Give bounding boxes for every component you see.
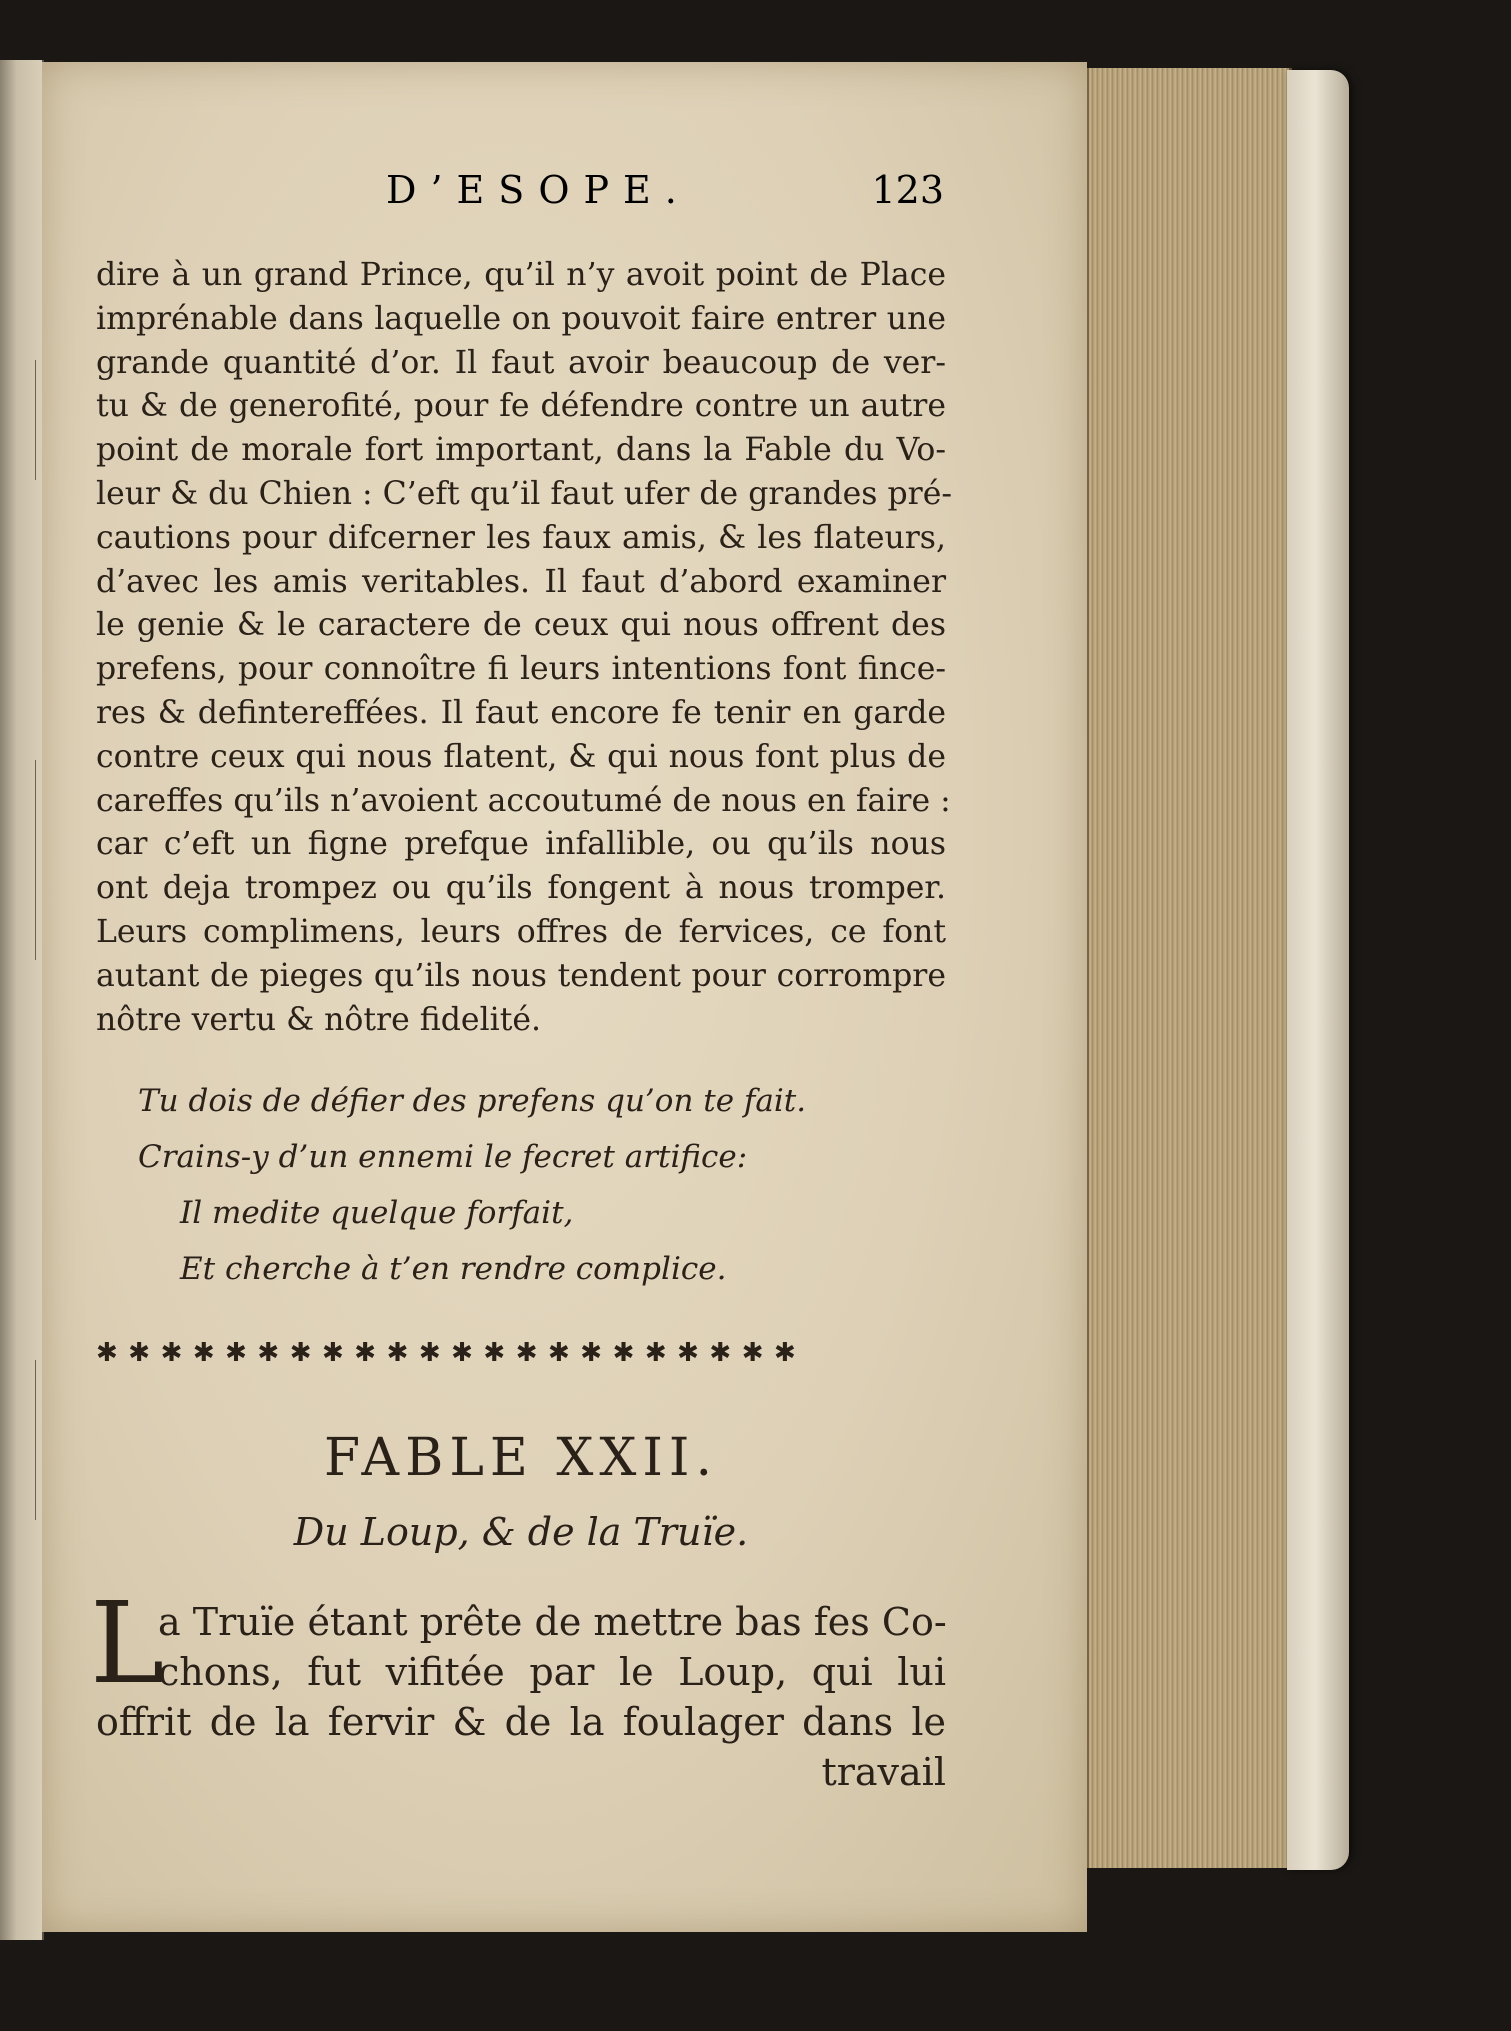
page-number: 123 [871,168,944,212]
page-crease [35,1360,36,1520]
text-line: dire à un grand Prince, qu’il n’y avoit point de Place [96,257,946,293]
running-title: D’ESOPE. [386,168,691,212]
text-line: Leurs complimens, leurs offres de fervices, ce font [96,913,946,950]
text-line: leur & du Chien : C’eft qu’il faut ufer de grandes pré- [96,475,952,512]
verse-line: Crains-y d’un ennemi le fecret artifice: [138,1139,748,1175]
text-line: res & defintereffées. Il faut encore fe tenir en garde [96,694,946,731]
text-line: prefens, pour connoître fi leurs intentions font fince- [96,651,946,688]
page-crease [35,760,36,960]
text-line: point de morale fort important, dans la Fable du Vo- [96,432,946,469]
text-line: cautions pour difcerner les faux amis, & les flateurs, [96,519,946,556]
book-fore-edge [1087,68,1292,1868]
vellum-cover-edge [1287,70,1349,1870]
fable-title: FABLE XXII. [324,1428,718,1488]
text-line: a Truïe étant prête de mettre bas fes Co- [158,1600,947,1644]
text-line: d’avec les amis veritables. Il faut d’abord examiner [96,563,946,600]
facing-page-edge [0,60,44,1940]
prose-paragraph [96,254,952,1042]
text-line: ont deja trompez ou qu’ils fongent à nous tromper. [96,870,946,907]
text-line: tu & de generofité, pour fe défendre contre un autre [96,388,946,425]
text-line: grande quantité d’or. Il faut avoir beaucoup de ver- [96,344,946,381]
text-line: chons, fut vifitée par le Loup, qui lui [158,1650,946,1694]
text-line: contre ceux qui nous flatent, & qui nous font plus de [96,738,946,775]
verse-line: Il medite quelque forfait, [180,1195,574,1231]
drop-capital: L [90,1579,165,1709]
verse-line: Et cherche à t’en rendre complice. [180,1251,727,1287]
text-line: imprénable dans laquelle on pouvoit faire entrer une [96,300,946,337]
text-line: offrit de la fervir & de la foulager dans le [96,1700,946,1744]
page-crease [35,360,36,480]
running-head [96,168,946,218]
fable-subtitle: Du Loup, & de la Truïe. [293,1510,749,1554]
text-line: le genie & le caractere de ceux qui nous offrent des [96,607,946,644]
text-line: careffes qu’ils n’avoient accoutumé de nous en faire : [96,782,951,819]
catchword: travail [821,1750,946,1794]
verse-line: Tu dois de défier des prefens qu’on te fait. [138,1083,807,1119]
text-line: autant de pieges qu’ils nous tendent pour corrompre [96,957,946,994]
fable-body [96,1597,946,1797]
moral-verse [96,1073,946,1297]
text-line: nôtre vertu & nôtre fidelité. [96,1001,542,1038]
text-line: car c’eft un figne prefque infallible, ou qu’ils nous [96,826,946,863]
ornamental-divider: ✱✱✱✱✱✱✱✱✱✱✱✱✱✱✱✱✱✱✱✱✱✱ [96,1338,807,1368]
